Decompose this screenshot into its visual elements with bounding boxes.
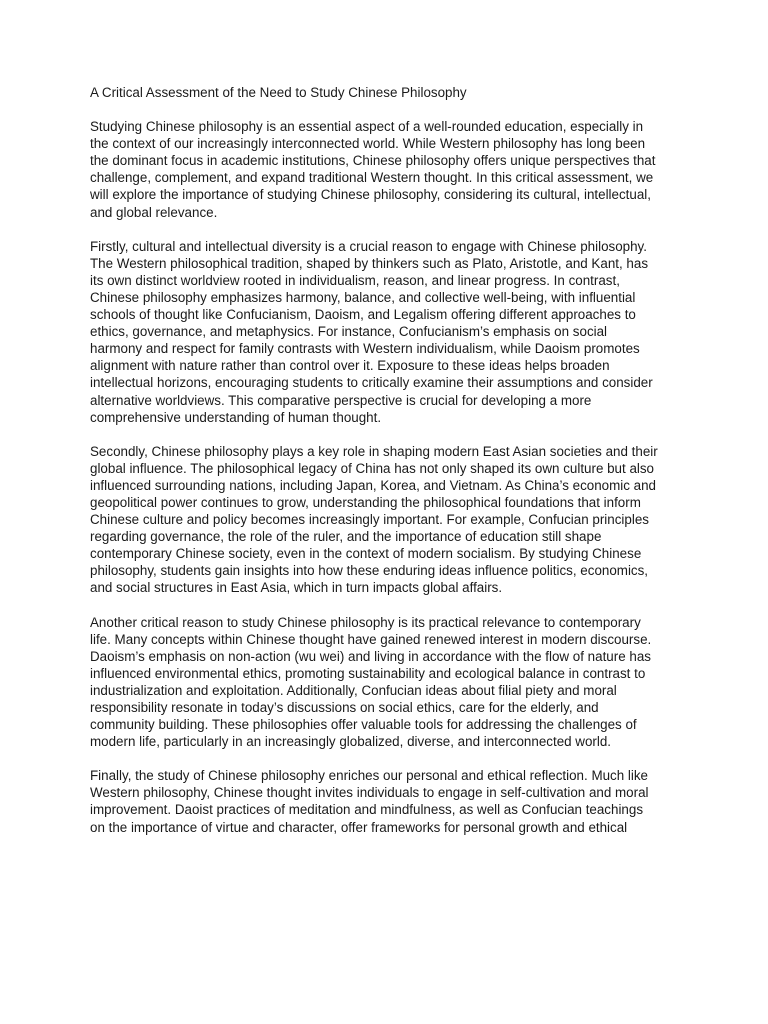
document-body [90, 84, 680, 853]
text-line: its own distinct worldview rooted in individualism, reason, and linear progress. In contrast, [90, 272, 620, 288]
text-line: Chinese culture and policy becomes increasingly important. For example, Confucian principles [90, 512, 649, 528]
text-line: challenge, complement, and expand traditional Western thought. In this critical assessment, we [90, 170, 654, 186]
text-line: geopolitical power continues to grow, understanding the philosophical foundations that inform [90, 494, 641, 510]
paragraph-personal-reflection [90, 767, 680, 835]
text-line: Chinese philosophy emphasizes harmony, balance, and collective well-being, with influential [90, 289, 636, 305]
text-line: regarding governance, the role of the ruler, and the importance of education still shape [90, 529, 602, 545]
text-line: responsibility resonate in today’s discussions on social ethics, care for the elderly, and [90, 700, 599, 715]
paragraph-practical-relevance [90, 614, 680, 751]
document-title: A Critical Assessment of the Need to Study Chinese Philosophy [90, 85, 467, 100]
text-line: Western philosophy, Chinese thought invites individuals to engage in self-cultivation and moral [90, 785, 649, 801]
text-line: contemporary Chinese society, even in the context of modern socialism. By studying Chinese [90, 546, 642, 562]
text-line: life. Many concepts within Chinese thought have gained renewed interest in modern discourse. [90, 631, 652, 647]
text-line: philosophy, students gain insights into how these enduring ideas influence politics, economics, [90, 563, 649, 579]
text-line: community building. These philosophies offer valuable tools for addressing the challenges of [90, 717, 637, 733]
text-line: Firstly, cultural and intellectual diversity is a crucial reason to engage with Chinese philosophy. [90, 238, 647, 254]
text-line: harmony and respect for family contrasts with Western individualism, while Daoism promotes [90, 341, 640, 357]
text-line: and global relevance. [90, 204, 218, 220]
text-line: industrialization and exploitation. Additionally, Confucian ideas about filial piety and moral [90, 682, 617, 698]
text-line: comprehensive understanding of human thought. [90, 409, 382, 425]
text-line: Daoism’s emphasis on non-action (wu wei) and living in accordance with the flow of nature has [90, 648, 651, 664]
paragraph-east-asian-influence [90, 443, 680, 597]
text-line: influenced environmental ethics, promoting sustainability and ecological balance in contrast to [90, 665, 646, 681]
text-line: The Western philosophical tradition, shaped by thinkers such as Plato, Aristotle, and Kant, has [90, 255, 649, 271]
text-line: global influence. The philosophical legacy of China has not only shaped its own culture but also [90, 460, 655, 476]
text-line: modern life, particularly in an increasingly globalized, diverse, and interconnected world. [90, 734, 612, 750]
text-line: will explore the importance of studying Chinese philosophy, considering its cultural, intellectual, [90, 187, 651, 203]
text-line: Secondly, Chinese philosophy plays a key role in shaping modern East Asian societies and their [90, 443, 658, 459]
text-line: influenced surrounding nations, including Japan, Korea, and Vietnam. As China’s economic and [90, 477, 657, 493]
text-line: Finally, the study of Chinese philosophy enriches our personal and ethical reflection. Much like [90, 768, 648, 784]
text-line: Another critical reason to study Chinese philosophy is its practical relevance to contemporary [90, 614, 641, 630]
paragraph-introduction [90, 118, 680, 221]
text-line: intellectual horizons, encouraging students to critically examine their assumptions and consider [90, 375, 653, 391]
text-line: alternative worldviews. This comparative perspective is crucial for developing a more [90, 392, 592, 408]
paragraph-cultural-diversity [90, 238, 680, 426]
text-line: the dominant focus in academic institutions, Chinese philosophy offers unique perspectives that [90, 153, 656, 169]
text-line: on the importance of virtue and character, offer frameworks for personal growth and ethical [90, 819, 628, 835]
text-line: ethics, governance, and metaphysics. For instance, Confucianism’s emphasis on social [90, 324, 608, 340]
text-line: improvement. Daoist practices of meditation and mindfulness, as well as Confucian teachings [90, 802, 644, 818]
text-line: and social structures in East Asia, which in turn impacts global affairs. [90, 580, 503, 596]
text-line: Studying Chinese philosophy is an essential aspect of a well-rounded education, especially in [90, 119, 644, 135]
text-line: the context of our increasingly interconnected world. While Western philosophy has long been [90, 136, 646, 152]
text-line: schools of thought like Confucianism, Daoism, and Legalism offering different approaches to [90, 307, 636, 323]
text-line: alignment with nature rather than control over it. Exposure to these ideas helps broaden [90, 358, 610, 374]
